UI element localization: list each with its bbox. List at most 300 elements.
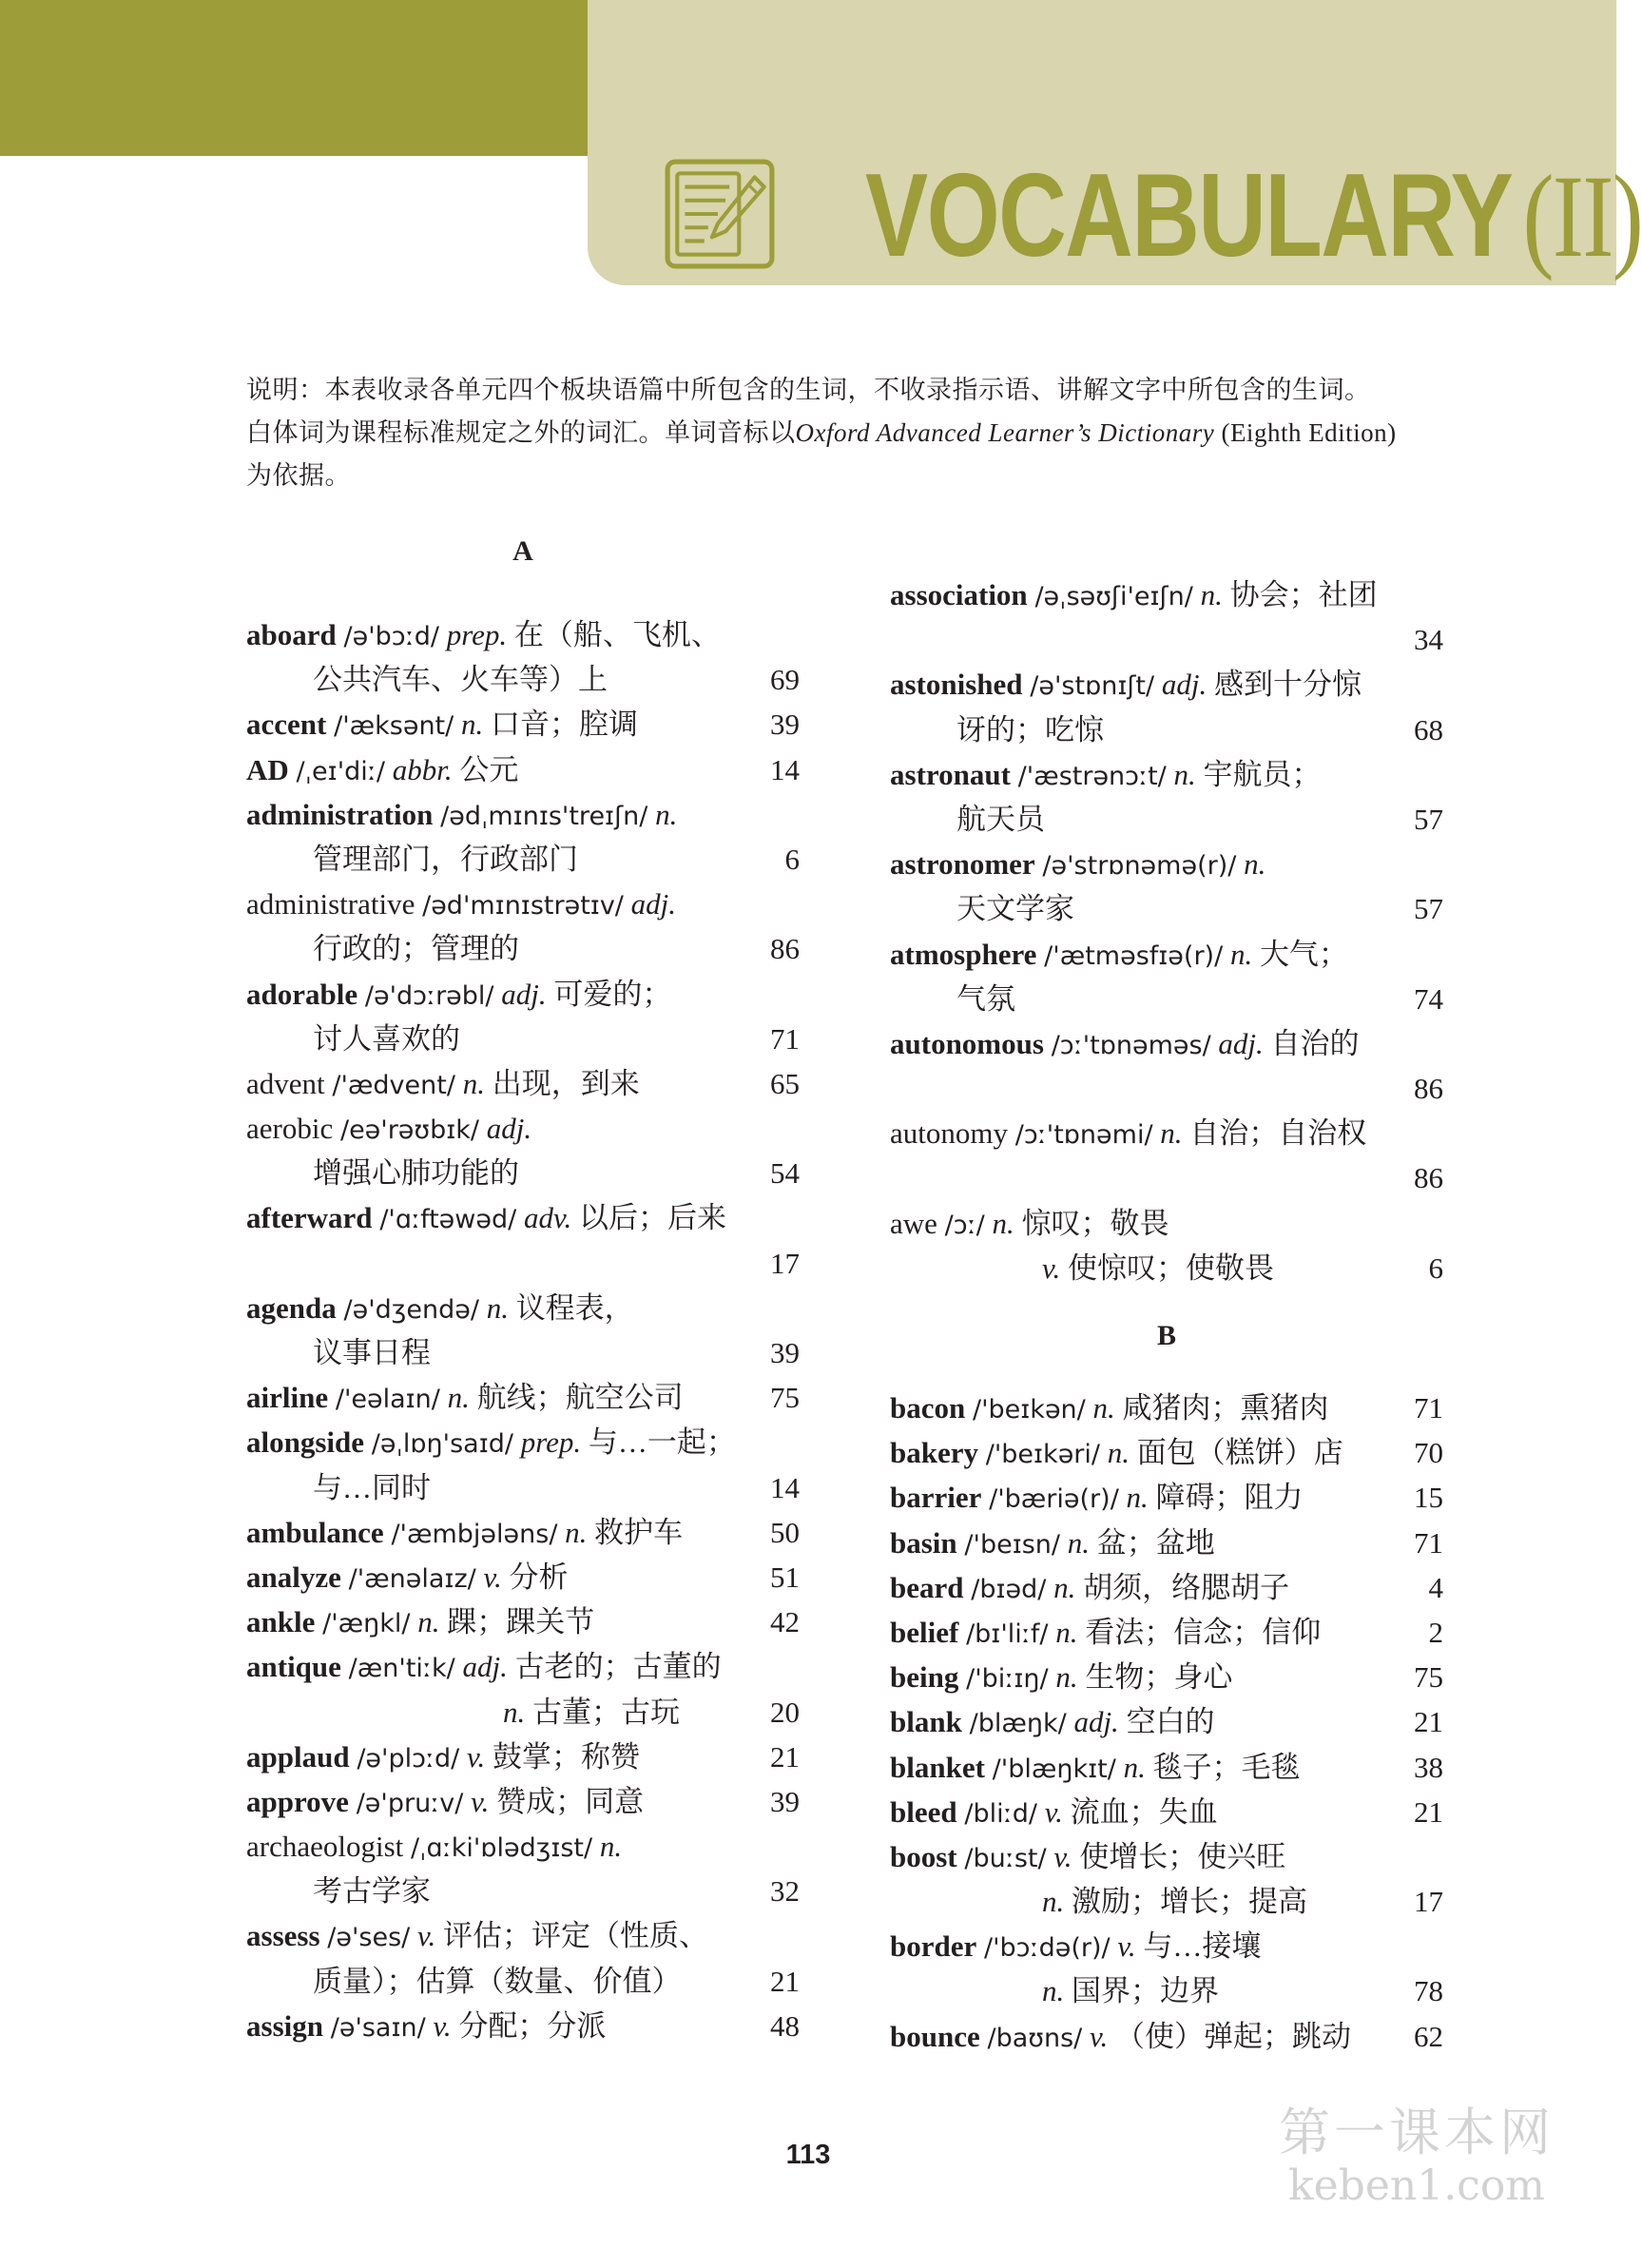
page-reference: 39 — [770, 1784, 800, 1818]
pronunciation: /ə'stɒnɪʃt/ — [1030, 671, 1155, 702]
entry-line — [890, 1475, 1443, 1520]
definition: 评估；评定（性质、 — [442, 1919, 708, 1953]
entry-continuation — [890, 977, 1443, 1021]
entry-line — [890, 1565, 1443, 1610]
page-reference: 21 — [1414, 1705, 1443, 1739]
definition: 自治；自治权 — [1189, 1116, 1367, 1151]
part-of-speech: n. — [655, 797, 678, 831]
page-ref-line — [890, 1066, 1443, 1111]
part-of-speech: n. — [1055, 1615, 1078, 1649]
page-reference: 20 — [770, 1695, 800, 1729]
page-reference: 15 — [1414, 1481, 1443, 1515]
definition: 障碍；阻力 — [1155, 1481, 1304, 1515]
pronunciation: /ə'plɔːd/ — [357, 1743, 460, 1774]
vocab-entry — [890, 1610, 1443, 1655]
part-of-speech: v. — [1089, 2019, 1109, 2053]
pronunciation: /əd'mɪnɪstrətɪv/ — [422, 891, 624, 921]
headword: bounce — [890, 2019, 980, 2053]
vocab-entry — [246, 1824, 800, 1913]
vocab-entry — [246, 1061, 800, 1106]
part-of-speech: n. — [503, 1695, 526, 1729]
page-reference: 51 — [770, 1560, 800, 1594]
pronunciation: /ə'saɪn/ — [330, 2012, 426, 2043]
pronunciation: /ə'bɔːd/ — [343, 622, 439, 651]
headword: assess — [246, 1919, 320, 1953]
headword: being — [890, 1660, 959, 1695]
page-reference: 75 — [1414, 1660, 1443, 1695]
part-of-speech: n. — [1053, 1570, 1076, 1604]
pronunciation: /ə'pruːv/ — [356, 1788, 464, 1818]
entry-line — [246, 1735, 800, 1779]
vocab-entry — [890, 1745, 1443, 1790]
vocab-entry — [246, 1420, 800, 1509]
entry-additional-sense — [890, 1246, 1443, 1290]
headword: administrative — [246, 887, 415, 921]
page-reference: 6 — [784, 842, 800, 876]
entry-line — [246, 792, 800, 837]
entry-line — [246, 2004, 800, 2048]
pronunciation: /'ætməsfɪə(r)/ — [1044, 940, 1224, 971]
definition: 激励；增长；提高 — [1072, 1885, 1307, 1919]
entry-continuation — [246, 1151, 800, 1195]
part-of-speech: n. — [1042, 1974, 1065, 2008]
page-reference: 69 — [770, 663, 800, 697]
page-reference: 17 — [770, 1246, 800, 1280]
vocab-entry — [246, 1779, 800, 1824]
definition: 感到十分惊 — [1214, 668, 1362, 702]
entry-line — [246, 1375, 800, 1420]
part-of-speech: v. — [1117, 1929, 1136, 1964]
pronunciation: /ədˌmɪnɪs'treɪʃn/ — [440, 801, 648, 831]
definition: 生物；身心 — [1085, 1660, 1233, 1695]
entry-line — [246, 1106, 800, 1151]
pronunciation: /bɪ'liːf/ — [966, 1619, 1049, 1649]
headword: bakery — [890, 1436, 978, 1470]
headword: ankle — [246, 1605, 316, 1639]
entry-line — [246, 702, 800, 746]
headword: bleed — [890, 1794, 957, 1829]
vocab-entry — [246, 1735, 800, 1779]
definition: 宇航员； — [1203, 757, 1322, 791]
headword: barrier — [890, 1481, 982, 1515]
page-reference: 50 — [770, 1515, 800, 1549]
vocab-entry — [890, 1790, 1443, 1834]
entry-line — [246, 1510, 800, 1555]
page-reference: 38 — [1414, 1750, 1443, 1784]
entry-line — [890, 1834, 1443, 1879]
page-reference: 6 — [1428, 1250, 1443, 1285]
part-of-speech: n. — [599, 1830, 623, 1864]
entry-line — [246, 612, 800, 657]
pronunciation: /ə'dʒendə/ — [343, 1294, 479, 1325]
headword: association — [890, 578, 1028, 611]
entry-continuation — [246, 1959, 800, 2004]
definition: 空白的 — [1126, 1705, 1215, 1739]
watermark-line-1: 第一课本网 — [1279, 2103, 1555, 2162]
definition: 分配；分派 — [458, 2008, 607, 2043]
entry-line — [246, 1555, 800, 1599]
page-reference: 34 — [1414, 623, 1443, 657]
definition: 协会；社团 — [1229, 578, 1378, 611]
part-of-speech: n. — [565, 1515, 588, 1549]
pronunciation: /ə'dɔːrəbl/ — [364, 980, 494, 1011]
part-of-speech: n. — [1067, 1525, 1090, 1560]
page-ref-line — [246, 1241, 800, 1286]
page-title-text: VOCABULARY — [865, 150, 1513, 281]
definition: 出现，到来 — [492, 1066, 640, 1100]
headword: astonished — [890, 668, 1023, 702]
vocab-entry — [890, 932, 1443, 1021]
part-of-speech: n. — [1173, 757, 1196, 791]
vocab-entry — [890, 1475, 1443, 1520]
page-reference: 65 — [770, 1066, 800, 1100]
vocab-entry — [890, 1834, 1443, 1924]
pronunciation: /'beɪsn/ — [964, 1529, 1060, 1560]
header-band-left — [0, 0, 588, 156]
headword: ambulance — [246, 1515, 384, 1549]
watermark — [1274, 2103, 1559, 2210]
page-number: 113 — [785, 2140, 831, 2170]
headword: autonomous — [890, 1026, 1044, 1060]
headword: border — [890, 1929, 977, 1964]
letter-heading: A — [512, 535, 533, 567]
page-reference: 57 — [1414, 892, 1443, 926]
entry-continuation — [246, 926, 800, 971]
page-reference: 74 — [1414, 981, 1443, 1016]
headword: blanket — [890, 1750, 985, 1784]
pronunciation: /ɔː/ — [944, 1210, 985, 1240]
vocab-entry — [246, 702, 800, 746]
page-reference: 86 — [770, 932, 800, 966]
vocab-entry — [890, 1699, 1443, 1744]
entry-line — [246, 1286, 800, 1330]
entry-line — [890, 1386, 1443, 1430]
entry-line — [890, 1655, 1443, 1699]
definition: 公元 — [459, 752, 519, 786]
page-ref-line — [890, 617, 1443, 662]
vocab-entry — [890, 1655, 1443, 1699]
definition-continued: 讶的；吃惊 — [956, 712, 1104, 746]
part-of-speech: adj. — [462, 1650, 508, 1684]
definition: （使）弹起；跳动 — [1114, 2019, 1351, 2053]
definition: 在（船、飞机、 — [513, 618, 721, 651]
pronunciation: /'blæŋkɪt/ — [992, 1754, 1116, 1784]
headword: antique — [246, 1650, 341, 1684]
definition: 与…一起； — [588, 1425, 736, 1460]
pronunciation: /'bɔːdə(r)/ — [984, 1933, 1111, 1964]
definition: 古董；古玩 — [532, 1695, 680, 1729]
headword: administration — [246, 797, 434, 831]
vocab-entry — [246, 1555, 800, 1599]
part-of-speech: n. — [486, 1290, 509, 1325]
page-reference: 57 — [1414, 802, 1443, 836]
part-of-speech: adj. — [1218, 1026, 1264, 1060]
page-title-suffix: (II) — [1522, 151, 1642, 281]
headword: approve — [246, 1784, 349, 1818]
vocab-entry — [246, 1375, 800, 1420]
entry-continuation — [890, 886, 1443, 931]
vocab-entry — [890, 752, 1443, 842]
headword: analyze — [246, 1560, 341, 1594]
entry-line — [890, 1111, 1443, 1155]
page-reference: 71 — [1414, 1391, 1443, 1425]
part-of-speech: v. — [471, 1784, 490, 1818]
page-reference: 39 — [770, 1336, 800, 1369]
headword: archaeologist — [246, 1830, 404, 1864]
part-of-speech: adj. — [501, 977, 547, 1011]
headword: alongside — [246, 1425, 365, 1460]
entry-line — [246, 1824, 800, 1869]
definition: 盆；盆地 — [1096, 1525, 1215, 1560]
entry-line — [890, 1924, 1443, 1968]
entry-line — [246, 972, 800, 1017]
entry-continuation — [246, 1869, 800, 1913]
entry-continuation — [246, 837, 800, 882]
entry-line — [890, 842, 1443, 886]
pronunciation: /'æksənt/ — [334, 711, 454, 742]
page-reference: 21 — [770, 1964, 800, 1998]
definition: 大气； — [1259, 937, 1348, 971]
pronunciation: /bɪəd/ — [971, 1574, 1047, 1604]
part-of-speech: n. — [1244, 847, 1266, 882]
pronunciation: /'æmbjələns/ — [391, 1519, 558, 1549]
definition-continued: 公共汽车、火车等）上 — [313, 663, 608, 697]
headword: atmosphere — [890, 937, 1037, 971]
vocab-entry — [890, 662, 1443, 751]
part-of-speech: n. — [1042, 1885, 1065, 1919]
page-reference: 32 — [770, 1874, 800, 1909]
vocab-entry — [890, 1021, 1443, 1111]
headword: afterward — [246, 1201, 373, 1235]
definition: 分析 — [509, 1560, 569, 1594]
vocab-entry — [890, 2014, 1443, 2059]
headword: aboard — [246, 618, 337, 651]
notebook-pencil-icon — [662, 156, 778, 272]
definition-continued: 天文学家 — [956, 892, 1074, 926]
pronunciation: /ˌɑːki'ɒlədʒɪst/ — [411, 1833, 593, 1864]
intro-line-2-a: 白体词为课程标准规定之外的词汇。单词音标以 — [246, 418, 796, 447]
entry-continuation — [246, 1330, 800, 1375]
entry-line — [890, 1699, 1443, 1744]
headword: astronomer — [890, 847, 1035, 882]
page-reference: 75 — [770, 1381, 800, 1415]
headword: beard — [890, 1570, 964, 1604]
part-of-speech: adj. — [630, 887, 677, 921]
headword: awe — [890, 1206, 937, 1240]
definition: 可爱的； — [553, 977, 672, 1011]
vocab-entry — [246, 747, 800, 792]
vocab-entry — [246, 1195, 800, 1285]
page-reference: 2 — [1428, 1615, 1443, 1649]
part-of-speech: n. — [462, 1066, 485, 1100]
entry-line — [246, 1420, 800, 1464]
vocab-entry — [246, 972, 800, 1061]
page-reference: 4 — [1428, 1570, 1443, 1604]
headword: basin — [890, 1525, 957, 1560]
entry-continuation — [890, 797, 1443, 842]
part-of-speech: n. — [1200, 578, 1223, 611]
pronunciation: /'ænəlaɪz/ — [348, 1563, 476, 1594]
entry-line — [890, 572, 1443, 617]
part-of-speech: adj. — [486, 1112, 532, 1146]
entry-line — [890, 1021, 1443, 1066]
watermark-line-2: keben1.com — [1287, 2161, 1546, 2210]
pronunciation: /baʊns/ — [987, 2023, 1083, 2053]
entry-line — [890, 752, 1443, 797]
page-reference: 21 — [1414, 1794, 1443, 1829]
part-of-speech: n. — [1160, 1116, 1183, 1151]
entry-line — [246, 1195, 800, 1240]
pronunciation: /æn'tiːk/ — [348, 1654, 455, 1684]
pronunciation: /ə'strɒnəmə(r)/ — [1042, 851, 1237, 882]
headword: assign — [246, 2008, 323, 2043]
part-of-speech: prep. — [446, 618, 508, 651]
page-reference: 71 — [770, 1021, 800, 1056]
vocab-column-right — [890, 572, 1443, 2059]
headword: belief — [890, 1615, 959, 1649]
definition: 胡须，络腮胡子 — [1083, 1570, 1290, 1604]
definition-continued: 增强心肺功能的 — [313, 1156, 519, 1191]
page-reference: 68 — [1414, 712, 1443, 746]
page-reference: 78 — [1414, 1974, 1443, 2008]
page-title — [865, 150, 1642, 281]
entry-line — [246, 1779, 800, 1824]
page-reference: 17 — [1414, 1885, 1443, 1919]
vocab-entry — [246, 1644, 800, 1734]
page-reference: 71 — [1414, 1525, 1443, 1560]
definition: 面包（糕饼）店 — [1136, 1436, 1343, 1470]
headword: blank — [890, 1705, 962, 1739]
pronunciation: /ə'ses/ — [327, 1923, 411, 1953]
entry-additional-sense — [890, 1968, 1443, 2013]
intro-line-3: 为依据。 — [246, 461, 351, 490]
vocab-entry — [890, 1924, 1443, 2013]
part-of-speech: n. — [1126, 1481, 1149, 1515]
pronunciation: /əˌlɒŋ'saɪd/ — [371, 1429, 513, 1460]
part-of-speech: adv. — [523, 1201, 572, 1235]
definition: 与…接壤 — [1143, 1929, 1262, 1964]
definition-continued: 管理部门，行政部门 — [313, 842, 578, 876]
vocab-entry — [246, 1106, 800, 1195]
definition-continued: 考古学家 — [313, 1874, 431, 1909]
entry-line — [246, 1061, 800, 1106]
definition: 自治的 — [1270, 1026, 1360, 1060]
vocab-entry — [246, 1286, 800, 1375]
intro-line-2 — [246, 412, 1482, 455]
pronunciation: /ɔː'tɒnəmi/ — [1014, 1120, 1153, 1151]
page-reference: 14 — [770, 752, 800, 786]
page-reference: 39 — [770, 708, 800, 742]
entry-line — [890, 1790, 1443, 1834]
entry-continuation — [246, 1465, 800, 1510]
entry-line — [890, 2014, 1443, 2059]
headword: accent — [246, 708, 327, 742]
pronunciation: /'ɑːftəwəd/ — [379, 1205, 517, 1235]
headword: agenda — [246, 1290, 337, 1325]
headword: advent — [246, 1066, 325, 1100]
entry-line — [246, 1644, 800, 1689]
part-of-speech: v. — [483, 1560, 502, 1594]
definition: 口音；腔调 — [490, 708, 638, 742]
pronunciation: /'beɪkən/ — [973, 1395, 1086, 1425]
definition: 踝；踝关节 — [447, 1605, 595, 1639]
pronunciation: /buːst/ — [964, 1843, 1047, 1873]
definition-continued: 行政的；管理的 — [313, 932, 519, 966]
definition: 救护车 — [594, 1515, 684, 1549]
vocab-entry — [890, 1565, 1443, 1610]
definition-continued: 议事日程 — [313, 1336, 431, 1369]
part-of-speech: v. — [417, 1919, 436, 1953]
page-reference: 62 — [1414, 2019, 1443, 2053]
vocab-column-left — [246, 533, 800, 2048]
part-of-speech: n. — [460, 708, 484, 742]
pronunciation: /blæŋk/ — [969, 1709, 1067, 1739]
page-ref-line — [890, 1155, 1443, 1200]
entry-line — [890, 932, 1443, 977]
part-of-speech: v. — [1044, 1794, 1063, 1829]
part-of-speech: n. — [1107, 1436, 1130, 1470]
definition-continued: 航天员 — [956, 802, 1045, 836]
page-reference: 54 — [770, 1156, 800, 1191]
headword: applaud — [246, 1739, 350, 1774]
headword: airline — [246, 1381, 329, 1415]
part-of-speech: n. — [417, 1605, 440, 1639]
page-reference: 42 — [770, 1605, 800, 1639]
intro-line-1: 说明：本表收录各单元四个板块语篇中所包含的生词，不收录指示语、讲解文字中所包含的生词。 — [246, 376, 1371, 404]
entry-continuation — [890, 708, 1443, 752]
part-of-speech: n. — [1092, 1391, 1115, 1425]
pronunciation: /'æŋkl/ — [322, 1609, 411, 1639]
headword: adorable — [246, 977, 358, 1011]
definition: 流血；失血 — [1070, 1794, 1218, 1829]
entry-continuation — [246, 657, 800, 702]
entry-line — [246, 882, 800, 926]
part-of-speech: prep. — [520, 1425, 582, 1460]
pronunciation: /eə'rəʊbɪk/ — [339, 1115, 480, 1146]
headword: autonomy — [890, 1116, 1008, 1151]
pronunciation: /'eəlaɪn/ — [335, 1385, 440, 1415]
page-reference: 48 — [770, 2008, 800, 2043]
vocab-entry — [246, 792, 800, 882]
part-of-speech: v. — [467, 1739, 486, 1774]
definition-continued: 与…同时 — [313, 1470, 431, 1504]
entry-line — [246, 747, 800, 792]
vocab-entry — [246, 1599, 800, 1644]
vocab-entry — [890, 1521, 1443, 1565]
definition: 惊叹；敬畏 — [1021, 1206, 1169, 1240]
vocab-entry — [890, 1111, 1443, 1200]
part-of-speech: abbr. — [392, 752, 453, 786]
pronunciation: /'ædvent/ — [332, 1070, 455, 1100]
vocab-entry — [890, 1430, 1443, 1475]
part-of-speech: adj. — [1161, 668, 1207, 702]
definition: 使增长；使兴旺 — [1079, 1839, 1286, 1873]
letter-heading: B — [1156, 1320, 1176, 1351]
vocab-entry — [246, 2004, 800, 2048]
pronunciation: /bliːd/ — [964, 1798, 1037, 1829]
intro-line-2-b: (Eighth Edition) — [1214, 418, 1397, 447]
definition: 咸猪肉；熏猪肉 — [1122, 1391, 1329, 1425]
intro-note — [246, 369, 1482, 497]
definition: 赞成；同意 — [496, 1784, 645, 1818]
entry-additional-sense — [890, 1879, 1443, 1924]
definition: 鼓掌；称赞 — [492, 1739, 640, 1774]
definition: 毯子；毛毯 — [1152, 1750, 1301, 1784]
entry-line — [890, 662, 1443, 707]
part-of-speech: n. — [1229, 937, 1253, 971]
definition: 议程表， — [515, 1290, 634, 1325]
pronunciation: /əˌsəʊʃi'eɪʃn/ — [1034, 582, 1193, 611]
